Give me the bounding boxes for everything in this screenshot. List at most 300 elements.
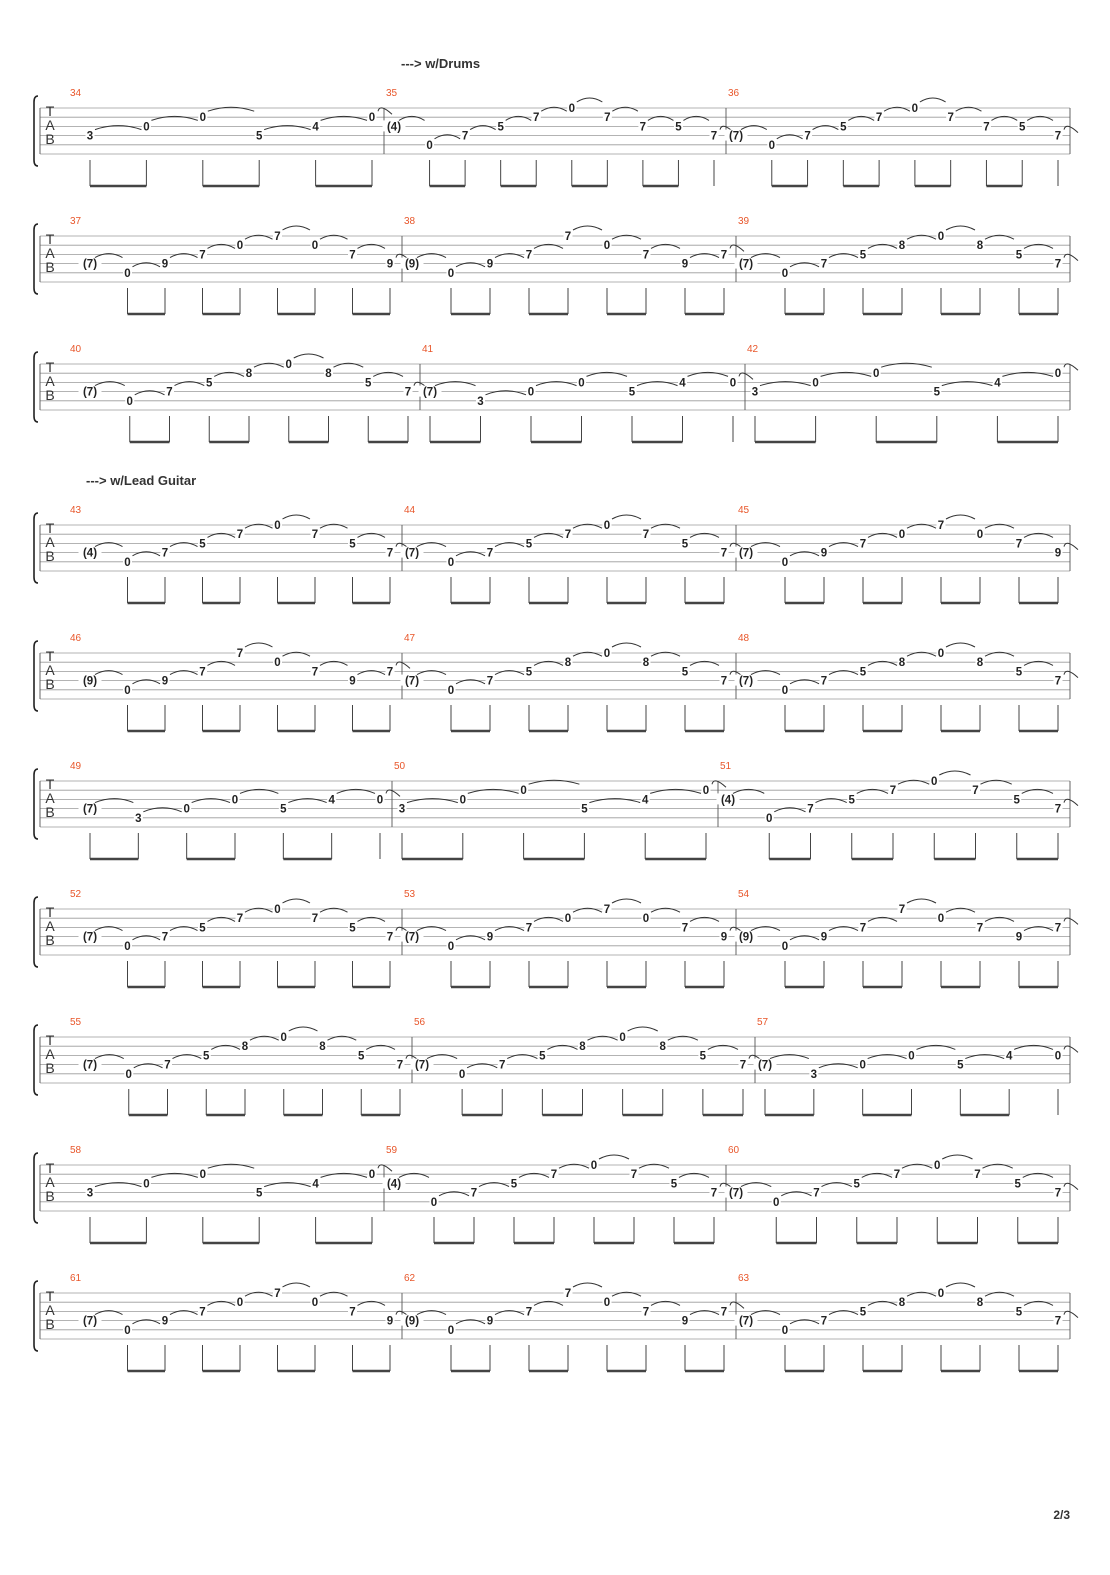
measure [383, 88, 735, 186]
tab-clef-letter: A [45, 1046, 55, 1063]
fret-number: 7 [710, 130, 718, 143]
fret-number: 0 [368, 112, 376, 125]
fret-number: 0 [781, 940, 789, 953]
fret-number: 7 [1054, 803, 1062, 816]
fret-number: (7) [404, 931, 420, 944]
tab-clef-letter: T [45, 231, 55, 248]
tie-arc [1064, 671, 1078, 677]
fret-number: 9 [486, 1315, 494, 1328]
tab-clef-letter: B [45, 548, 55, 565]
fret-number: 0 [274, 657, 281, 670]
fret-number: 0 [199, 112, 207, 125]
fret-number: (7) [728, 130, 744, 143]
fret-number: 7 [604, 112, 611, 125]
fret-number: 9 [161, 675, 169, 688]
fret-number: 0 [459, 794, 467, 807]
drums-annotation: ---> w/Drums [401, 56, 481, 71]
measure-number: 41 [422, 344, 434, 355]
tie-arc [294, 354, 324, 358]
fret-number: 7 [983, 121, 990, 134]
measure [70, 1273, 410, 1371]
fret-number: 7 [564, 529, 572, 542]
fret-number: 7 [461, 130, 469, 143]
tie-arc [289, 1027, 318, 1031]
fret-number: 7 [820, 675, 828, 688]
fret-number: 5 [255, 1187, 263, 1200]
fret-number: 0 [311, 1297, 319, 1310]
fret-number: 5 [539, 1050, 546, 1063]
measure [401, 216, 745, 314]
fret-number: 5 [497, 121, 504, 134]
fret-number: 7 [859, 922, 867, 935]
tie-arc [712, 781, 726, 787]
tab-clef-letter: A [45, 245, 55, 262]
fret-number: 7 [1015, 538, 1023, 551]
fret-number: 9 [681, 258, 689, 271]
tie-arc [396, 662, 410, 668]
fret-number: 5 [848, 794, 855, 807]
fret-number: 5 [1013, 794, 1020, 807]
measure-number: 45 [738, 505, 750, 516]
tie-arc [1064, 364, 1078, 370]
fret-number: 0 [898, 529, 906, 542]
fret-number: 0 [280, 1032, 287, 1044]
fret-number: 3 [751, 386, 759, 399]
fret-number: 7 [533, 112, 540, 125]
tie-arc [599, 1155, 629, 1159]
fret-number: 5 [206, 377, 213, 390]
fret-number: 4 [994, 377, 1001, 390]
fret-number: 9 [386, 1315, 394, 1328]
fret-number: 5 [933, 386, 941, 399]
tie-arc [1064, 254, 1078, 260]
fret-number: 0 [1054, 368, 1062, 381]
fret-number: 5 [670, 1178, 678, 1191]
fret-number: 0 [603, 1297, 611, 1310]
fret-number: 7 [199, 666, 206, 679]
fret-number: 5 [365, 377, 372, 390]
measure [70, 1145, 392, 1243]
fret-number: 7 [550, 1169, 558, 1182]
fret-number: 0 [124, 684, 131, 697]
tie-arc [730, 245, 744, 251]
measure-number: 38 [404, 216, 416, 227]
measure [419, 344, 754, 442]
measure-number: 37 [70, 216, 82, 227]
fret-number: 5 [699, 1050, 707, 1063]
tab-clef-letter: A [45, 117, 55, 134]
tie-arc [942, 1155, 972, 1159]
fret-number: 3 [398, 803, 406, 816]
fret-number: 0 [766, 812, 773, 825]
fret-number: 7 [642, 249, 650, 262]
fret-number: (7) [728, 1187, 744, 1200]
tie-arc [920, 98, 946, 102]
fret-number: 0 [447, 684, 455, 697]
fret-number: 0 [781, 684, 789, 697]
tab-clef-letter: A [45, 534, 55, 551]
measure [70, 633, 410, 731]
tie-arc [283, 899, 311, 903]
fret-number: 4 [641, 794, 649, 807]
fret-number: (4) [386, 1178, 402, 1191]
fret-number: 0 [603, 240, 611, 253]
fret-number: (7) [414, 1059, 430, 1072]
fret-number: 7 [486, 547, 494, 560]
fret-number: 5 [199, 922, 206, 935]
fret-number: 0 [911, 103, 919, 115]
fret-number: 0 [124, 267, 131, 280]
tab-clef-letter: B [45, 131, 55, 148]
fret-number: 0 [642, 913, 650, 926]
fret-number: 4 [1005, 1050, 1013, 1063]
tie-arc [730, 1302, 744, 1308]
measure [754, 1017, 1079, 1115]
fret-number: 7 [564, 231, 572, 243]
fret-number: 7 [898, 904, 906, 916]
measure-number: 50 [394, 761, 406, 772]
tab-clef-letter: T [45, 359, 55, 376]
measure-number: 43 [70, 505, 82, 516]
fret-number: 9 [681, 1315, 689, 1328]
fret-number: 0 [236, 240, 244, 253]
measure [411, 1017, 764, 1115]
tie-arc [612, 515, 641, 519]
measure-number: 51 [720, 761, 732, 772]
fret-number: 0 [183, 803, 190, 816]
measure-number: 54 [738, 889, 750, 900]
fret-number: (7) [82, 258, 98, 271]
fret-number: 7 [236, 529, 244, 542]
fret-number: 7 [486, 675, 494, 688]
measure-number: 52 [70, 889, 82, 900]
tie-arc [577, 98, 603, 102]
fret-number: 0 [768, 139, 775, 152]
tab-clef-letter: A [45, 1174, 55, 1191]
fret-number: 9 [820, 547, 828, 560]
tie-arc [386, 790, 400, 796]
fret-number: 5 [681, 538, 689, 551]
fret-number: 5 [853, 1178, 860, 1191]
fret-number: (7) [82, 803, 98, 816]
fret-number: 0 [274, 904, 281, 916]
fret-number: 0 [872, 368, 880, 381]
fret-number: 0 [124, 940, 131, 953]
fret-number: 7 [603, 904, 611, 916]
tie-arc [946, 1283, 975, 1287]
page-number: 2/3 [1053, 1508, 1070, 1522]
measure-number: 56 [414, 1017, 426, 1028]
fret-number: 7 [236, 913, 244, 926]
tab-clef-letter: T [45, 776, 55, 793]
fret-number: 8 [564, 657, 572, 670]
fret-number: 4 [312, 1178, 319, 1191]
fret-number: 8 [898, 240, 906, 253]
fret-number: 8 [245, 368, 253, 381]
fret-number: 0 [781, 1324, 789, 1337]
measure-number: 48 [738, 633, 750, 644]
fret-number: 0 [231, 794, 239, 807]
measure-number: 55 [70, 1017, 82, 1028]
fret-number: (7) [82, 386, 98, 399]
fret-number: 5 [525, 538, 533, 551]
fret-number: 9 [1015, 931, 1023, 944]
fret-number: 0 [430, 1196, 438, 1209]
lead-guitar-annotation: ---> w/Lead Guitar [86, 473, 197, 488]
fret-number: 7 [1054, 130, 1062, 143]
measure-number: 59 [386, 1145, 398, 1156]
fret-number: 5 [681, 666, 689, 679]
tie-arc [628, 1027, 658, 1031]
fret-number: (7) [404, 675, 420, 688]
fret-number: 0 [447, 1324, 455, 1337]
tie-arc [378, 108, 392, 114]
measure [70, 344, 428, 442]
fret-number: 0 [931, 776, 938, 788]
fret-number: 9 [820, 931, 828, 944]
fret-number: 7 [739, 1059, 747, 1072]
fret-number: 0 [447, 940, 455, 953]
fret-number: 7 [875, 112, 883, 125]
measure [401, 505, 745, 603]
fret-number: 3 [477, 395, 484, 408]
fret-number: 5 [1019, 121, 1026, 134]
measure-number: 58 [70, 1145, 82, 1156]
fret-number: 7 [804, 130, 811, 143]
fret-number: 0 [937, 231, 945, 243]
fret-number: 7 [470, 1187, 478, 1200]
fret-number: 0 [578, 377, 585, 390]
fret-number: 7 [499, 1059, 506, 1072]
fret-number: 7 [937, 520, 945, 532]
fret-number: 7 [974, 1169, 981, 1182]
fret-number: 0 [781, 267, 789, 280]
fret-number: 5 [628, 386, 636, 399]
measure-number: 39 [738, 216, 750, 227]
fret-number: 7 [199, 1306, 206, 1319]
fret-number: 0 [447, 267, 455, 280]
fret-number: 9 [349, 675, 356, 688]
fret-number: 7 [386, 666, 394, 679]
measure [70, 88, 392, 186]
fret-number: 0 [1054, 1050, 1062, 1063]
tab-system [34, 889, 1078, 987]
fret-number: 0 [285, 359, 292, 371]
fret-number: 5 [1015, 1306, 1023, 1319]
fret-number: 0 [812, 377, 819, 390]
fret-number: 7 [642, 1306, 650, 1319]
fret-number: 8 [898, 1297, 906, 1310]
fret-number: 0 [124, 556, 131, 569]
fret-number: 3 [86, 1187, 94, 1200]
fret-number: 7 [349, 249, 356, 262]
fret-number: 7 [710, 1187, 718, 1200]
fret-number: 0 [564, 913, 572, 926]
fret-number: 7 [1054, 922, 1062, 935]
tie-arc [939, 771, 970, 775]
fret-number: 0 [447, 556, 455, 569]
fret-number: 3 [810, 1068, 818, 1081]
fret-number: 0 [729, 377, 737, 390]
fret-number: 7 [639, 121, 647, 134]
fret-number: 5 [1014, 1178, 1021, 1191]
fret-number: 7 [525, 249, 533, 262]
fret-number: 8 [976, 1297, 984, 1310]
measure [401, 633, 745, 731]
fret-number: 3 [135, 812, 142, 825]
fret-number: 7 [642, 529, 650, 542]
fret-number: 7 [161, 547, 169, 560]
tab-clef-letter: B [45, 676, 55, 693]
fret-number: 0 [937, 1288, 945, 1300]
fret-number: 7 [720, 1306, 728, 1319]
fret-number: 0 [619, 1032, 626, 1044]
system-bracket [34, 769, 38, 839]
measure [70, 889, 410, 987]
fret-number: (7) [738, 258, 754, 271]
system-bracket [34, 224, 38, 294]
tie-arc [283, 1283, 311, 1287]
measure [725, 1145, 1079, 1243]
fret-number: 5 [349, 538, 356, 551]
fret-number: 0 [143, 121, 150, 134]
measure-number: 46 [70, 633, 82, 644]
tie-arc [946, 643, 975, 647]
measure-number: 42 [747, 344, 759, 355]
system-bracket [34, 352, 38, 422]
tab-clef-letter: A [45, 918, 55, 935]
measure [735, 505, 1079, 603]
fret-number: (7) [82, 1059, 98, 1072]
fret-number: 0 [199, 1169, 207, 1182]
tie-arc [1064, 543, 1078, 549]
measure-number: 40 [70, 344, 82, 355]
tab-system [34, 1017, 1078, 1115]
fret-number: 0 [274, 520, 281, 532]
fret-number: 0 [143, 1178, 150, 1191]
fret-number: 7 [1054, 675, 1062, 688]
fret-number: 5 [358, 1050, 365, 1063]
measure [735, 216, 1079, 314]
tab-system [34, 88, 1078, 186]
fret-number: 3 [86, 130, 94, 143]
tab-system [34, 1145, 1078, 1243]
tie-arc [739, 373, 753, 379]
fret-number: 5 [510, 1178, 518, 1191]
fret-number: 4 [312, 121, 319, 134]
tab-clef-letter: T [45, 520, 55, 537]
tab-system [34, 761, 1078, 859]
tab-clef-letter: B [45, 932, 55, 949]
measure [735, 1273, 1079, 1371]
fret-number: (7) [738, 547, 754, 560]
fret-number: 7 [807, 803, 814, 816]
fret-number: 5 [349, 922, 356, 935]
fret-number: 0 [773, 1196, 780, 1209]
measure [394, 761, 726, 859]
fret-number: (7) [738, 675, 754, 688]
tab-clef-letter: A [45, 1302, 55, 1319]
fret-number: 4 [679, 377, 686, 390]
measure-number: 60 [728, 1145, 740, 1156]
fret-number: 8 [659, 1041, 666, 1054]
fret-number: 7 [386, 931, 394, 944]
system-bracket [34, 1281, 38, 1351]
measure-number: 53 [404, 889, 416, 900]
fret-number: 7 [947, 112, 954, 125]
fret-number: 0 [125, 1068, 132, 1081]
system-bracket [34, 897, 38, 967]
tab-clef-letter: T [45, 904, 55, 921]
fret-number: (4) [82, 547, 98, 560]
tab-system [34, 344, 1078, 442]
fret-number: 5 [581, 803, 588, 816]
fret-number: 5 [1015, 666, 1023, 679]
fret-number: 9 [1054, 547, 1062, 560]
tab-clef-letter: B [45, 1188, 55, 1205]
measure-number: 34 [70, 88, 82, 99]
tab-clef-letter: A [45, 662, 55, 679]
system-bracket [34, 96, 38, 166]
fret-number: 8 [325, 368, 332, 381]
tab-clef-letter: T [45, 648, 55, 665]
fret-number: 5 [525, 666, 533, 679]
fret-number: (9) [82, 675, 98, 688]
fret-number: 8 [319, 1041, 326, 1054]
fret-number: 8 [976, 657, 984, 670]
fret-number: 7 [976, 922, 984, 935]
fret-number: (7) [738, 1315, 754, 1328]
fret-number: 9 [161, 1315, 169, 1328]
fret-number: 0 [937, 913, 945, 926]
fret-number: 7 [386, 547, 394, 560]
tab-clef-letter: T [45, 1288, 55, 1305]
fret-number: 7 [199, 249, 206, 262]
tab-clef-letter: T [45, 103, 55, 120]
fret-number: 0 [527, 386, 535, 399]
fret-number: 7 [1054, 1315, 1062, 1328]
measure [401, 1273, 745, 1371]
fret-number: (7) [757, 1059, 773, 1072]
fret-number: (9) [404, 258, 420, 271]
system-bracket [34, 1153, 38, 1223]
tab-system [34, 216, 1078, 314]
fret-number: 7 [164, 1059, 171, 1072]
tie-arc [1064, 799, 1078, 805]
measure-number: 57 [757, 1017, 769, 1028]
measure [717, 761, 1079, 859]
tie-arc [612, 899, 641, 903]
fret-number: (7) [404, 547, 420, 560]
fret-number: 8 [241, 1041, 249, 1054]
fret-number: 4 [328, 794, 335, 807]
fret-number: 0 [458, 1068, 466, 1081]
fret-number: 0 [934, 1160, 941, 1172]
fret-number: 5 [675, 121, 682, 134]
tab-clef-letter: A [45, 373, 55, 390]
fret-number: 7 [630, 1169, 638, 1182]
tie-arc [1064, 1046, 1078, 1052]
fret-number: 9 [486, 931, 494, 944]
fret-number: 5 [859, 1306, 867, 1319]
tab-clef-letter: B [45, 1060, 55, 1077]
fret-number: 8 [642, 657, 650, 670]
fret-number: 7 [720, 249, 728, 262]
measure-number: 61 [70, 1273, 82, 1284]
fret-number: 7 [720, 547, 728, 560]
fret-number: 0 [603, 648, 611, 660]
measure-number: 44 [404, 505, 416, 516]
